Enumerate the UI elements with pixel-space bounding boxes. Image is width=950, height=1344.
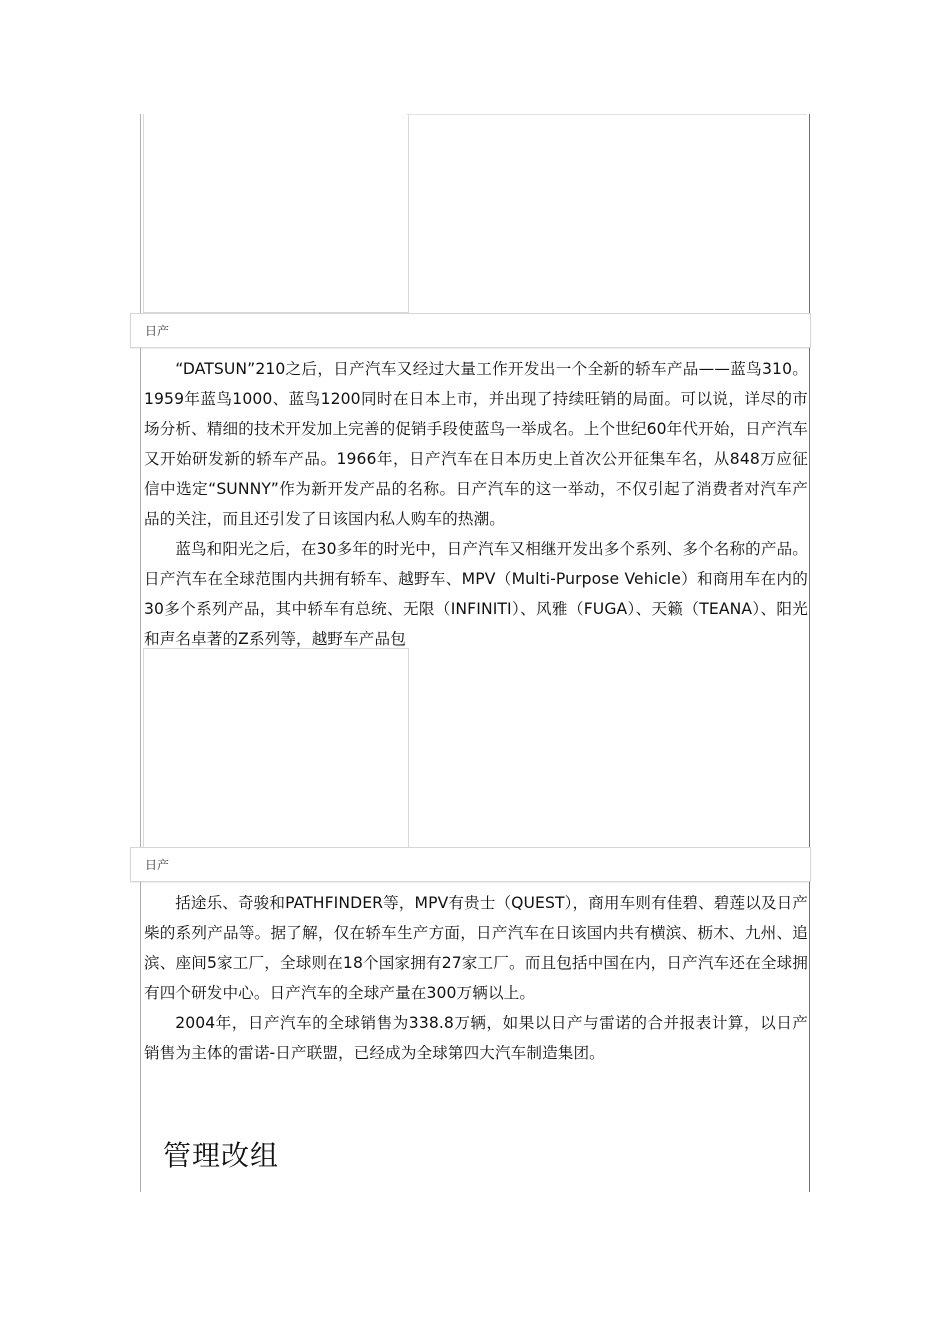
page-frame-right [809,114,810,1192]
figure-1 [143,114,807,350]
paragraph-2: 蓝鸟和阳光之后，在30多年的时光中，日产汽车又相继开发出多个系列、多个名称的产品。日产汽车在全球范围内共拥有轿车、越野车、MPV（Multi-Purpose Vehicle）和商用车在内的30多个系列产品，其中轿车有总统、无限（INFINITI）、风雅（FUGA）、天籁（TEANA）、阳光和声名卓著的Z系列等，越野车产品包 [144,540,808,648]
figure-2-caption: 日产 [145,858,170,872]
section-heading: 管理改组 [163,1139,280,1172]
paragraph-4: 2004年，日产汽车的全球销售为338.8万辆，如果以日产与雷诺的合并报表计算，以日产销售为主体的雷诺-日产联盟，已经成为全球第四大汽车制造集团。 [144,1014,808,1062]
figure-1-image-placeholder [143,114,409,313]
figure-2 [143,648,807,884]
figure-1-caption-row [130,313,811,348]
paragraph-3: 括途乐、奇骏和PATHFINDER等，MPV有贵士（QUEST），商用车则有佳碧、碧莲以及日产柴的系列产品等。据了解，仅在轿车生产方面，日产汽车在日该国内共有横滨、枥木、九州、追滨、座间5家工厂，全球则在18个国家拥有27家工厂。而且包括中国在内，日产汽车还在全球拥有四个研发中心。日产汽车的全球产量在300万辆以上。 [144,894,808,1002]
figure-1-caption: 日产 [145,324,170,338]
figure-2-caption-row [130,847,811,882]
paragraph-1: “DATSUN”210之后，日产汽车又经过大量工作开发出一个全新的轿车产品——蓝鸟310。1959年蓝鸟1000、蓝鸟1200同时在日本上市，并出现了持续旺销的局面。可以说，详尽的市场分析、精细的技术开发加上完善的促销手段使蓝鸟一举成名。上个世纪60年代开始，日产汽车又开始研发新的轿车产品。1966年，日产汽车在日本历史上首次公开征集车名，从848万应征信中选定“SUNNY”作为新开发产品的名称。日产汽车的这一举动，不仅引起了消费者对汽车产品的关注，而且还引发了日该国内私人购车的热潮。 [144,360,808,528]
figure-1-top-rule [407,114,807,115]
page-frame-left [140,114,141,1192]
figure-2-image-placeholder [143,648,409,848]
